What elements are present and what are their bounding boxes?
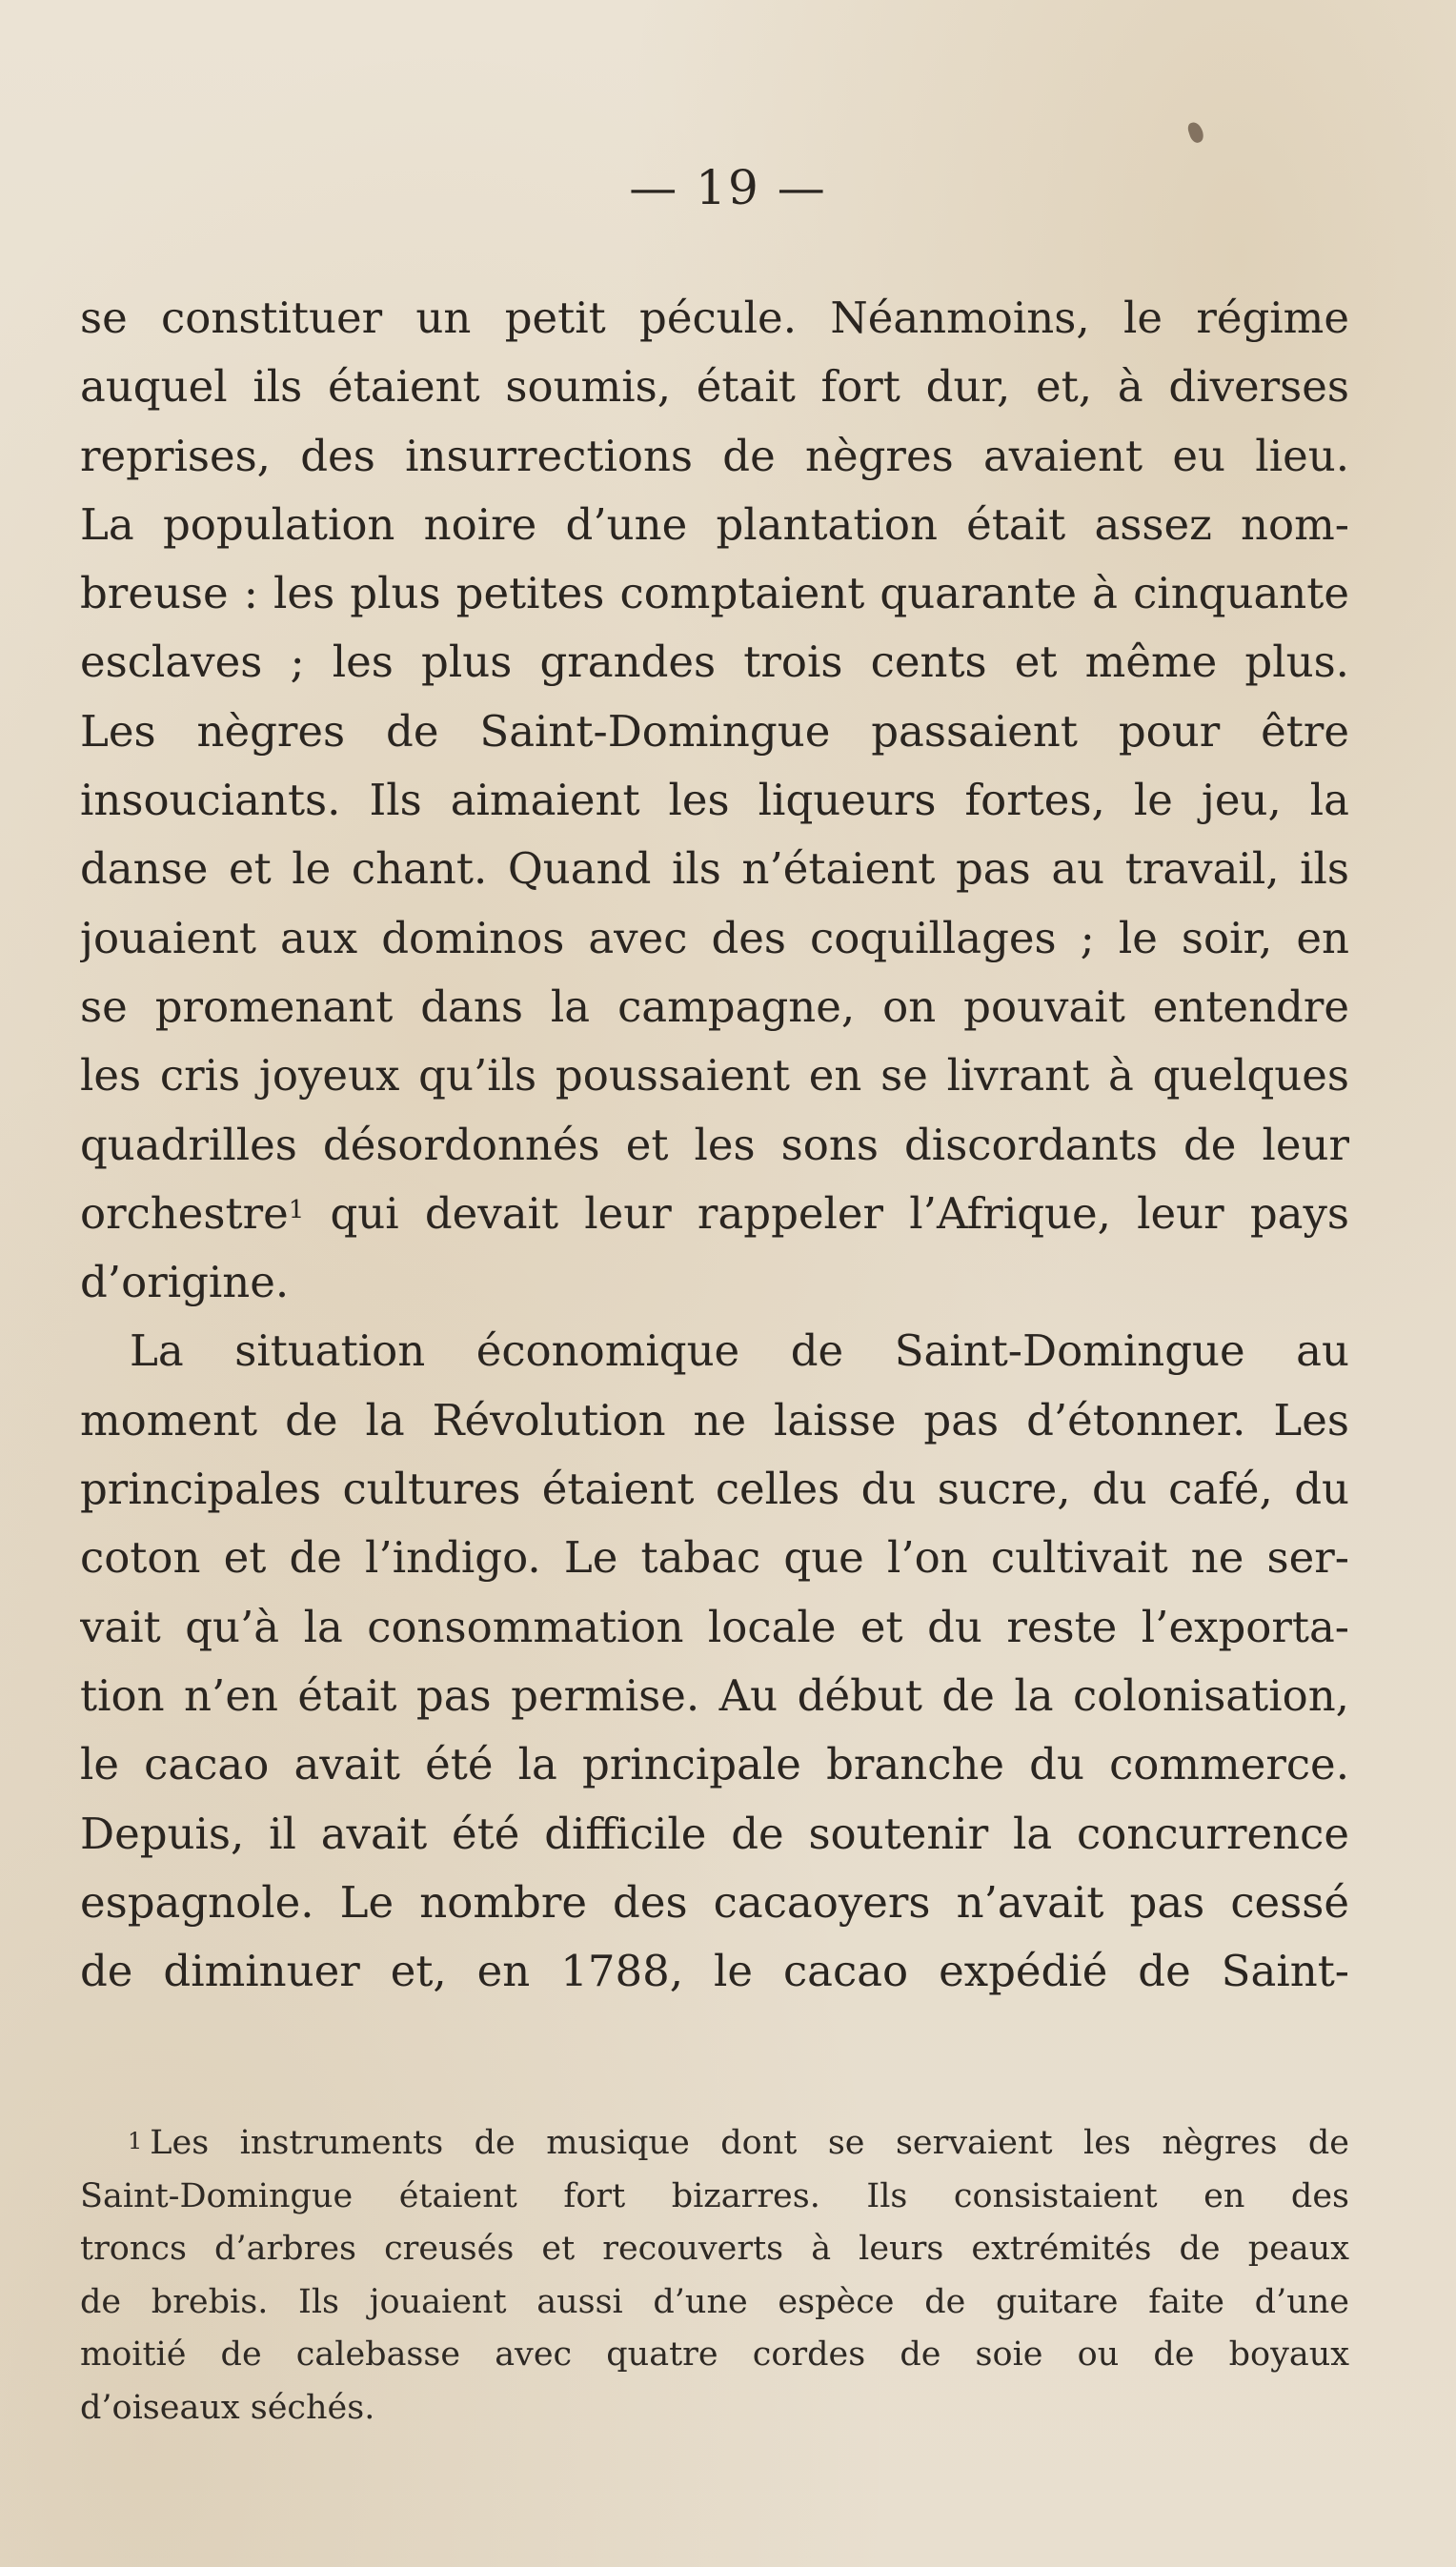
text-line: d’origine. (80, 1257, 290, 1308)
text-line: insouciants. Ils aimaient les liqueurs fortes, le jeu, la (80, 775, 1349, 826)
text-fragment: orchestre (80, 1187, 289, 1239)
text-fragment: qui devait leur rappeler l’Afrique, leur pays (304, 1187, 1349, 1239)
text-line: reprises, des insurrections de nègres avaient eu lieu. (80, 430, 1349, 481)
text-line: se promenant dans la campagne, on pouvait entendre (80, 980, 1349, 1032)
text-line: auquel ils étaient soumis, était fort dur, et, à diverses (80, 361, 1349, 413)
page-number: — 19 — (629, 160, 827, 215)
text-line: La population noire d’une plantation était assez nom- (80, 498, 1349, 550)
text-line-with-footnote-ref (80, 1180, 1349, 1248)
text-line: La situation économique de Saint-Domingue au (130, 1325, 1349, 1377)
footnote-line: troncs d’arbres creusés et recouverts à leurs extrémités de peaux (80, 2230, 1349, 2269)
text-line: de diminuer et, en 1788, le cacao expédié de Saint- (80, 1946, 1349, 1997)
text-line: moment de la Révolution ne laisse pas d’étonner. Les (80, 1394, 1349, 1445)
text-line: tion n’en était pas permise. Au début de la colonisation, (80, 1669, 1349, 1721)
text-line: coton et de l’indigo. Le tabac que l’on cultivait ne ser- (80, 1532, 1349, 1584)
text-line: jouaient aux dominos avec des coquillages ; le soir, en (80, 912, 1349, 963)
footnote (80, 2117, 1349, 2436)
footnote-line: Saint-Domingue étaient fort bizarres. Ils consistaient en des (80, 2176, 1349, 2215)
footnote-line: de brebis. Ils jouaient aussi d’une espèce de guitare faite d’une (80, 2282, 1349, 2321)
text-line: esclaves ; les plus grandes trois cents et même plus. (80, 637, 1349, 688)
footnote-text: Les instruments de musique dont se servaient les nègres de (150, 2124, 1349, 2162)
footnote-line (80, 2117, 1349, 2171)
footnote-marker: 1 (128, 2128, 143, 2154)
footnote-line: d’oiseaux séchés. (80, 2388, 375, 2427)
text-line: Les nègres de Saint-Domingue passaient pour être (80, 705, 1349, 757)
text-line: espagnole. Le nombre des cacaoyers n’avait pas cessé (80, 1876, 1349, 1928)
footnote-reference: 1 (288, 1195, 305, 1224)
text-line: Depuis, il avait été difficile de soutenir la concurrence (80, 1808, 1349, 1859)
footnote-line: moitié de calebasse avec quatre cordes de soie ou de boyaux (80, 2335, 1349, 2375)
text-line: principales cultures étaient celles du sucre, du café, du (80, 1464, 1349, 1515)
text-line: danse et le chant. Quand ils n’étaient pas au travail, ils (80, 843, 1349, 895)
text-line: les cris joyeux qu’ils poussaient en se livrant à quelques (80, 1050, 1349, 1102)
text-line: vait qu’à la consommation locale et du reste l’exporta- (80, 1601, 1349, 1652)
text-line: se constituer un petit pécule. Néanmoins, le régime (80, 293, 1349, 343)
main-text (80, 284, 1349, 2006)
text-line: quadrilles désordonnés et les sons discordants de leur (80, 1119, 1349, 1170)
text-line: le cacao avait été la principale branche du commerce. (80, 1739, 1349, 1790)
text-line: breuse : les plus petites comptaient quarante à cinquante (80, 568, 1349, 619)
ink-mark (1186, 120, 1205, 144)
